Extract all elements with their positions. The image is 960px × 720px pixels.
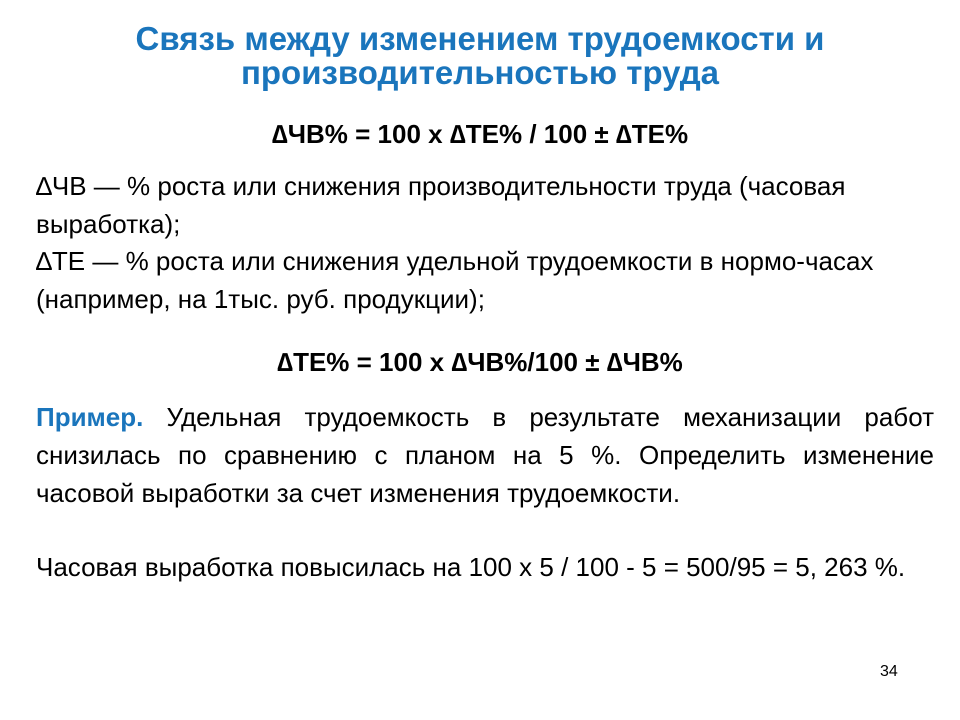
definition-te: ∆ТЕ — % роста или снижения удельной трудоемкости в нормо-часах (например, на 1тыс. руб. продукции); (36, 246, 874, 314)
definition-chv: ∆ЧВ — % роста или снижения производительности труда (часовая выработка); (36, 171, 846, 239)
page-number: 34 (880, 663, 898, 680)
example-lead: Пример. (36, 402, 144, 432)
example-result: Часовая выработка повысилась на 100 х 5 / 100 - 5 = 500/95 = 5, 263 %. (36, 552, 906, 582)
formula-productivity: ∆ЧВ% = 100 х ∆ТЕ% / 100 ± ∆ТЕ% (271, 119, 689, 149)
example-text: Удельная трудоемкость в результате механизации работ снизилась по сравнению с планом на 5 %. Определить изменение часовой выработки за счет изменения трудоемкости. (36, 402, 934, 508)
example-paragraph (36, 398, 934, 512)
slide-title-line-1: Связь между изменением трудоемкости и (135, 20, 825, 57)
definitions (36, 168, 936, 318)
slide-title (40, 22, 920, 90)
slide-title-line-2: производительностью труда (240, 54, 720, 91)
formula-labor-intensity: ∆ТЕ% = 100 х ∆ЧВ%/100 ± ∆ЧВ% (277, 347, 683, 377)
